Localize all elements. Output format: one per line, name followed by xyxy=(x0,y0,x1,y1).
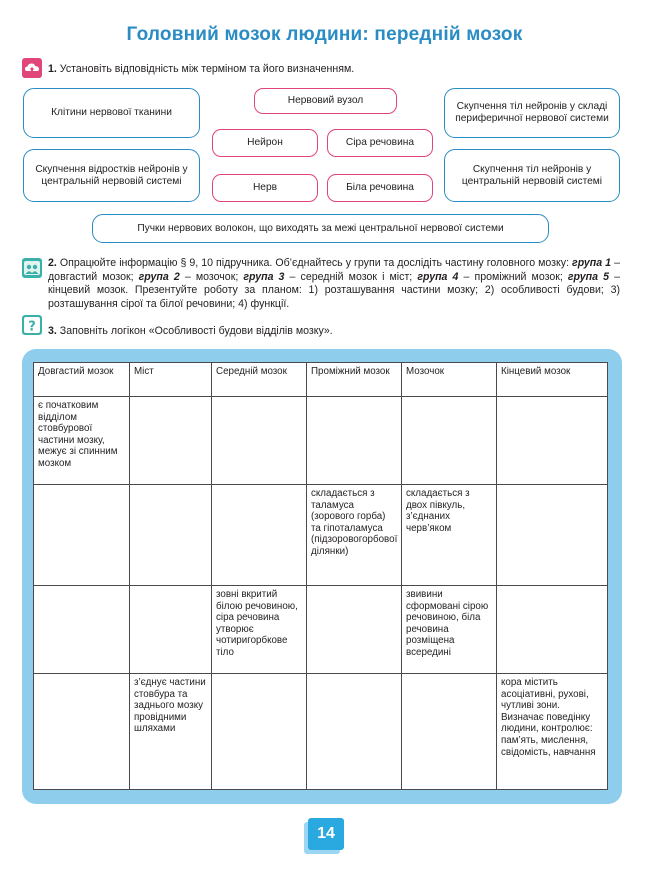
table-cell[interactable]: складається з двох півкуль, з’єднаних черв’яком xyxy=(402,485,497,586)
group-icon xyxy=(22,258,42,278)
page-number: 14 xyxy=(308,818,344,850)
term-box: Нервовий вузол xyxy=(254,88,397,114)
header-cell: Проміжний мозок xyxy=(307,363,402,397)
task1-instruction: 1. Установіть відповідність між терміном та його визначенням. xyxy=(48,63,355,75)
task2-instruction: 2. Опрацюйте інформацію § 9, 10 підручника. Об’єднайтесь у групи та дослідіть частину головного мозку: група 1 – довгастий мозок; група 2 – мозочок; група 3 – середній мозок і міст; група 4 – проміжний мозок; група 5 – кінцевий мозок. Презентуйте роботу за планом: 1) розташування частини мозку; 2) особливості будови; 3) розташування сірої та білої речовини; 4) функції. xyxy=(48,257,620,310)
table-cell[interactable] xyxy=(212,485,307,586)
table-cell[interactable] xyxy=(34,485,130,586)
definition-box: Скупчення тіл нейронів у центральній нервовій системі xyxy=(444,149,620,202)
table-row xyxy=(34,485,608,586)
definition-box: Клітини нервової тканини xyxy=(23,88,200,138)
page-title: Головний мозок людини: передній мозок xyxy=(126,24,523,45)
header-cell: Мозочок xyxy=(402,363,497,397)
header-cell: Кінцевий мозок xyxy=(497,363,608,397)
table-cell[interactable] xyxy=(497,397,608,485)
table-cell[interactable] xyxy=(307,586,402,674)
table-cell[interactable]: звивини сформовані сірою речовиною, біла речовина розміщена всередині xyxy=(402,586,497,674)
header-cell: Міст xyxy=(130,363,212,397)
header-cell: Середній мозок xyxy=(212,363,307,397)
svg-text:?: ? xyxy=(28,319,36,335)
table-cell[interactable]: кора містить асоціативні, рухові, чутливі зони. Визначає поведінку людини, контролює: пам’ять, мислення, свідомість, навчання xyxy=(497,674,608,790)
table-cell[interactable]: є початковим відділом стовбурової частини мозку, межує зі спинним мозком xyxy=(34,397,130,485)
definition-box: Пучки нервових волокон, що виходять за межі центральної нервової системи xyxy=(92,214,549,243)
term-box: Сіра речовина xyxy=(327,129,433,157)
table-cell[interactable] xyxy=(402,674,497,790)
table-cell[interactable] xyxy=(34,674,130,790)
table-cell[interactable] xyxy=(130,485,212,586)
question-icon xyxy=(22,315,42,335)
table-row xyxy=(34,674,608,790)
table-cell[interactable] xyxy=(34,586,130,674)
table-row xyxy=(34,586,608,674)
definition-box: Скупчення відростків нейронів у центральній нервовій системі xyxy=(23,149,200,202)
header-cell: Довгастий мозок xyxy=(34,363,130,397)
table-cell[interactable] xyxy=(307,674,402,790)
table-cell[interactable]: складається з таламуса (зорового горба) та гіпоталамуса (підзоровогорбової ділянки) xyxy=(307,485,402,586)
table-header-row xyxy=(34,363,608,397)
logicon-table xyxy=(33,362,608,790)
table-cell[interactable] xyxy=(212,397,307,485)
table-row xyxy=(34,397,608,485)
term-box: Нерв xyxy=(212,174,318,202)
table-cell[interactable] xyxy=(130,586,212,674)
table-cell[interactable] xyxy=(402,397,497,485)
task3-instruction: 3. Заповніть логікон «Особливості будови відділів мозку». xyxy=(48,325,333,337)
table-cell[interactable] xyxy=(130,397,212,485)
table-cell[interactable] xyxy=(212,674,307,790)
term-box: Нейрон xyxy=(212,129,318,157)
table-cell[interactable]: з’єднує частини стовбура та заднього мозку провідними шляхами xyxy=(130,674,212,790)
definition-box: Скупчення тіл нейронів у складі периферичної нервової системи xyxy=(444,88,620,138)
table-cell[interactable] xyxy=(497,485,608,586)
table-cell[interactable] xyxy=(497,586,608,674)
table-cell[interactable] xyxy=(307,397,402,485)
cloud-upload-icon xyxy=(22,58,42,78)
term-box: Біла речовина xyxy=(327,174,433,202)
table-cell[interactable]: зовні вкритий білою речовиною, сіра речовина утворює чотиригорбкове тіло xyxy=(212,586,307,674)
